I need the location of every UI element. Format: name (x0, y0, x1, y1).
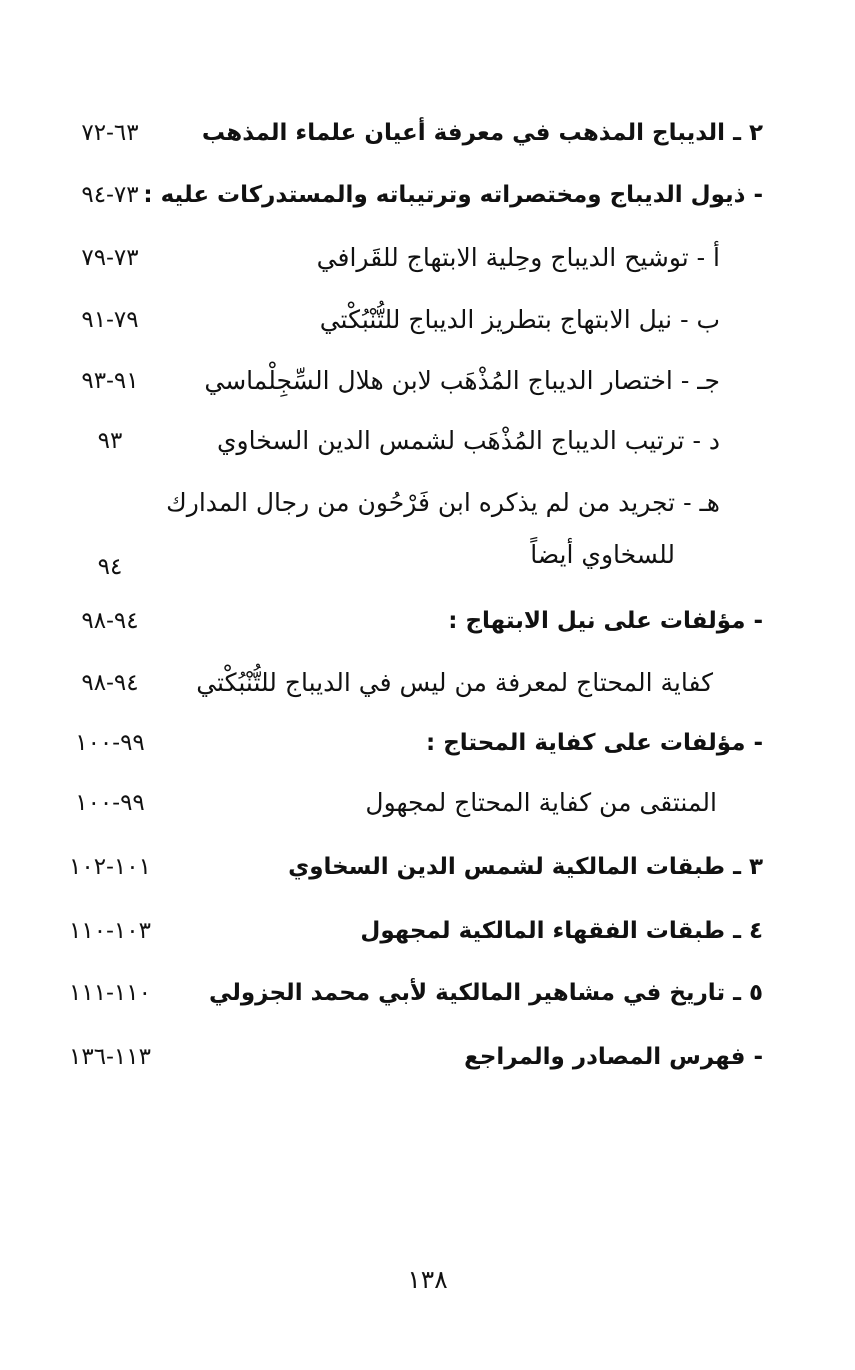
toc-entry-title: د - ترتيب الديباج المُذْهَب لشمس الدين السخاوي (216, 426, 720, 455)
toc-entry (0, 842, 855, 892)
toc-entry (0, 906, 855, 956)
toc-entry-pages: ١٠١-١٠٢ (69, 854, 151, 880)
toc-entry-pages: ٧٣-٧٩ (81, 245, 139, 271)
toc-entry (0, 778, 855, 828)
toc-entry-pages: ٩٩-١٠٠ (75, 730, 145, 756)
toc-entry (0, 478, 855, 528)
toc-entry-pages: ٧٩-٩١ (81, 307, 139, 333)
toc-entry-title: هـ - تجريد من لم يذكره ابن فَرْحُون من رجال المدارك (166, 488, 720, 517)
toc-entry-title: كفاية المحتاج لمعرفة من ليس في الديباج للتُّنْبُكْتي (196, 668, 713, 697)
toc-entry-title: جـ - اختصار الديباج المُذْهَب لابن هلال السِّجِلْماسي (204, 366, 720, 395)
toc-entry-title: ٢ ـ الديباج المذهب في معرفة أعيان علماء المذهب (201, 120, 763, 146)
toc-entry (0, 1032, 855, 1082)
toc-entry-pages: ١١٠-١١١ (69, 980, 151, 1006)
toc-entry (0, 968, 855, 1018)
toc-entry-pages: ٩٤-٩٨ (81, 670, 139, 696)
toc-entry (0, 108, 855, 158)
toc-entry (0, 718, 855, 768)
toc-entry-pages: ٧٣-٩٤ (81, 182, 139, 208)
toc-entry (0, 170, 855, 220)
toc-entry-pages: ٩٤-٩٨ (81, 608, 139, 634)
page-number: ١٣٨ (407, 1265, 448, 1294)
toc-entry (0, 356, 855, 406)
toc-entry-title: للسخاوي أيضاً (530, 540, 675, 569)
toc-entry-title: - فهرس المصادر والمراجع (464, 1044, 763, 1070)
toc-entry (0, 233, 855, 283)
toc-entry-pages: ٩١-٩٣ (81, 368, 139, 394)
toc-entry (0, 658, 855, 708)
toc-entry-continuation (0, 530, 855, 580)
toc-entry-pages: ١٠٣-١١٠ (69, 918, 151, 944)
toc-entry-title: المنتقى من كفاية المحتاج لمجهول (365, 788, 717, 817)
toc-entry-pages: ٩٤ (97, 554, 123, 580)
toc-entry-title: ٣ ـ طبقات المالكية لشمس الدين السخاوي (288, 854, 763, 880)
toc-entry-pages: ٦٣-٧٢ (81, 120, 139, 146)
toc-entry-title: - ذيول الديباج ومختصراته وترتيباته والمستدركات عليه : (143, 182, 763, 208)
toc-entry-pages: ٩٣ (97, 428, 123, 454)
toc-entry-title: ٥ ـ تاريخ في مشاهير المالكية لأبي محمد الجزولي (208, 980, 763, 1006)
toc-entry-title: - مؤلفات على كفاية المحتاج : (425, 730, 763, 756)
toc-entry-pages: ١١٣-١٣٦ (69, 1044, 151, 1070)
toc-entry (0, 295, 855, 345)
toc-entry-title: ٤ ـ طبقات الفقهاء المالكية لمجهول (360, 918, 763, 944)
toc-entry (0, 416, 855, 466)
toc-entry-pages: ٩٩-١٠٠ (75, 790, 145, 816)
toc-entry-title: ب - نيل الابتهاج بتطريز الديباج للتُّنْبُكْتي (319, 305, 720, 334)
toc-entry-title: أ - توشيح الديباج وحِلية الابتهاج للقَرافي (316, 243, 720, 272)
toc-entry (0, 596, 855, 646)
toc-entry-title: - مؤلفات على نيل الابتهاج : (448, 608, 763, 634)
